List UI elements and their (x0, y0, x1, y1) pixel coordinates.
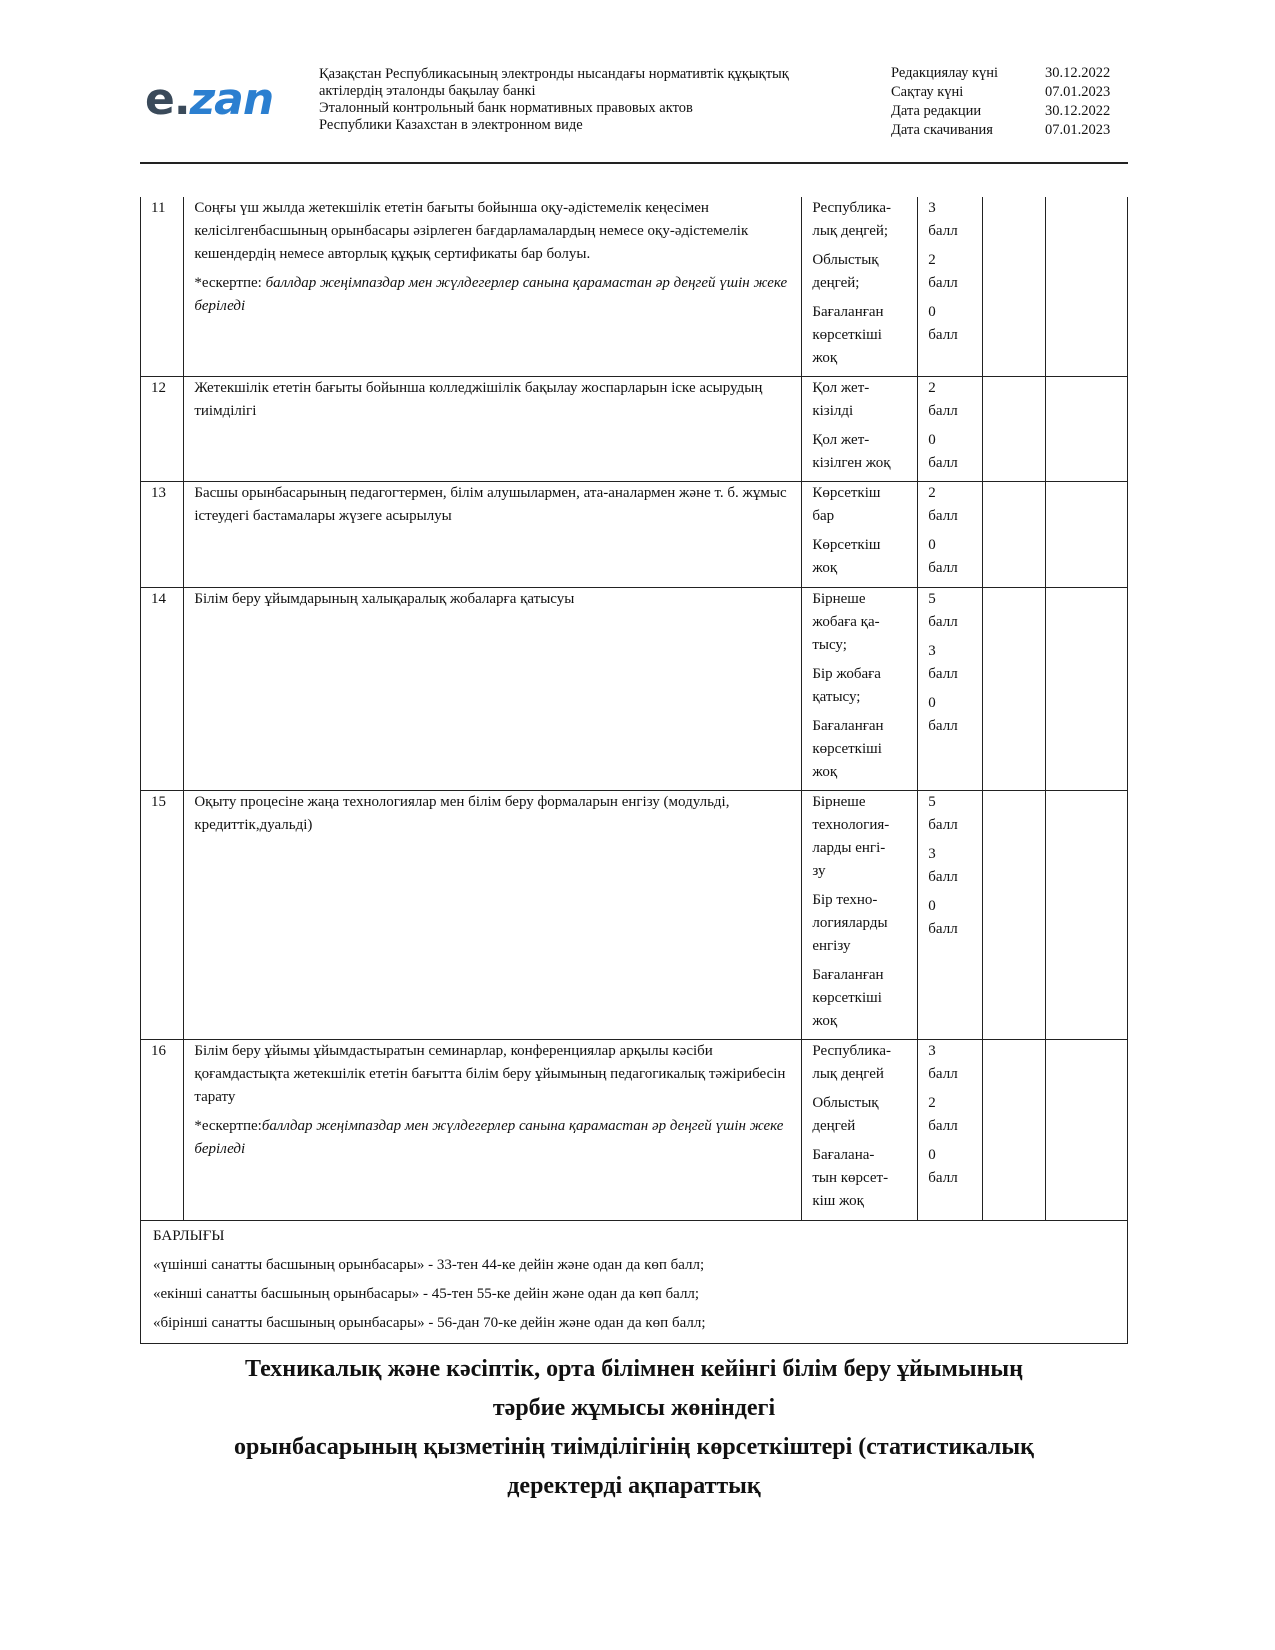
title-line: Техникалық және кәсіптік, орта білімнен кейінгі білім беру ұйымының (245, 1356, 1023, 1382)
criterion: Бағалана- тын көрсет- кіш жоқ (812, 1147, 889, 1209)
description-text: Білім беру ұйымдарының халықаралық жобаларға қатысуы (194, 591, 575, 607)
row-note (194, 272, 791, 318)
note-prefix: *ескертпе: (194, 275, 266, 291)
header-line: актілердің эталонды бақылау банкі (319, 83, 536, 99)
criterion: Бірнеше технология- ларды енгі- зу (812, 794, 890, 879)
points: 0 балл (928, 432, 958, 471)
empty-cell (982, 197, 1046, 377)
table-row (141, 377, 1128, 482)
meta-value: 07.01.2023 (1045, 122, 1111, 138)
meta-label: Сақтау күні (891, 84, 964, 100)
criterion: Облыстық деңгей; (812, 252, 879, 291)
meta-value: 07.01.2023 (1045, 84, 1111, 100)
title-line: орынбасарының қызметінің тиімділігінің көрсеткіштері (статистикалық (234, 1434, 1034, 1460)
total-line: «үшінші санатты басшының орынбасары» - 33-тен 44-ке дейін және одан да көп балл; (153, 1257, 705, 1273)
criterion: Республика- лық деңгей; (812, 200, 891, 239)
row-number: 14 (141, 588, 184, 791)
description-text: Білім беру ұйымы ұйымдастыратын семинарлар, конференциялар арқылы кәсіби қоғамдастықта жетекшілік ететін бағытта білім беру ұйымының педагогикалық тәжірибесін тарату (194, 1043, 786, 1105)
criterion: Бірнеше жобаға қа- тысу; (812, 591, 880, 653)
total-line: «екінші санатты басшының орынбасары» - 45-тен 55-ке дейін және одан да көп балл; (153, 1286, 700, 1302)
criterion: Бағаланған көрсеткіші жоқ (812, 967, 884, 1029)
row-note (194, 1115, 791, 1161)
note-text: баллдар жеңімпаздар мен жүлдегерлер санына қарамастан әр деңгей үшін жеке беріледі (194, 275, 788, 314)
section-title (140, 1350, 1128, 1506)
points: 2 балл (928, 485, 958, 524)
points: 0 балл (928, 537, 958, 576)
total-cell (141, 1221, 1128, 1344)
description-text: Жетекшілік ететін бағыты бойынша колледжішілік бақылау жоспарларын іске асырудың тиімділігі (194, 380, 763, 419)
points: 0 балл (928, 898, 958, 937)
row-number: 16 (141, 1040, 184, 1221)
points: 3 балл (928, 846, 958, 885)
criteria-table (140, 197, 1128, 1344)
row-criteria (802, 377, 918, 482)
header-line: Республики Казахстан в электронном виде (319, 117, 583, 133)
note-prefix: *ескертпе: (194, 1118, 262, 1134)
total-row (141, 1221, 1128, 1344)
points: 0 балл (928, 695, 958, 734)
criterion: Бағаланған көрсеткіші жоқ (812, 718, 884, 780)
ezan-logo: e.zan (145, 74, 274, 125)
table-row (141, 588, 1128, 791)
row-points (918, 791, 983, 1040)
row-description (184, 791, 802, 1040)
table-row (141, 482, 1128, 588)
points: 3 балл (928, 200, 958, 239)
meta-value: 30.12.2022 (1045, 103, 1111, 119)
total-line: «бірінші санатты басшының орынбасары» - 56-дан 70-ке дейін және одан да көп балл; (153, 1315, 706, 1331)
empty-cell (1046, 791, 1128, 1040)
empty-cell (982, 588, 1046, 791)
empty-cell (982, 377, 1046, 482)
table-row (141, 1040, 1128, 1221)
row-number: 11 (141, 197, 184, 377)
empty-cell (982, 1040, 1046, 1221)
table-row (141, 197, 1128, 377)
row-criteria (802, 588, 918, 791)
row-points (918, 588, 983, 791)
row-number: 13 (141, 482, 184, 588)
row-points (918, 377, 983, 482)
row-criteria (802, 1040, 918, 1221)
row-description (184, 588, 802, 791)
points: 2 балл (928, 252, 958, 291)
points: 2 балл (928, 380, 958, 419)
row-points (918, 1040, 983, 1221)
points: 0 балл (928, 304, 958, 343)
header-title (319, 66, 789, 134)
points: 0 балл (928, 1147, 958, 1186)
row-description (184, 482, 802, 588)
header-line: Қазақстан Республикасының электронды нысандағы нормативтік құқықтық (319, 66, 789, 82)
points: 2 балл (928, 1095, 958, 1134)
description-text: Соңғы үш жылда жетекшілік ететін бағыты бойынша оқу-әдістемелік кеңесімен келісілгенбасшының орынбасары әзірлеген бағдарламалардың немесе оқу-әдістемелік кешендердің немесе авторлық құқық сертификаты бар болуы. (194, 200, 749, 262)
row-criteria (802, 482, 918, 588)
meta-label: Дата редакции (891, 103, 982, 119)
meta-label: Редакциялау күні (891, 65, 999, 81)
criterion: Бір жобаға қатысу; (812, 666, 881, 705)
header-meta (891, 64, 1110, 140)
criterion: Қол жет- кізілген жоқ (812, 432, 891, 471)
criterion: Облыстық деңгей (812, 1095, 879, 1134)
row-criteria (802, 791, 918, 1040)
criterion: Көрсеткіш бар (812, 485, 881, 524)
empty-cell (1046, 1040, 1128, 1221)
header-line: Эталонный контрольный банк нормативных правовых актов (319, 100, 693, 116)
points: 5 балл (928, 794, 958, 833)
row-description (184, 197, 802, 377)
row-points (918, 197, 983, 377)
row-criteria (802, 197, 918, 377)
row-description (184, 377, 802, 482)
title-line: тәрбие жұмысы жөніндегі (492, 1395, 776, 1421)
points: 3 балл (928, 1043, 958, 1082)
points: 5 балл (928, 591, 958, 630)
criterion: Қол жет- кізілді (812, 380, 870, 419)
meta-label: Дата скачивания (891, 122, 993, 138)
table-row (141, 791, 1128, 1040)
criterion: Бір техно- логияларды енгізу (812, 892, 888, 954)
row-points (918, 482, 983, 588)
criterion: Бағаланған көрсеткіші жоқ (812, 304, 884, 366)
criterion: Көрсеткіш жоқ (812, 537, 881, 576)
empty-cell (982, 482, 1046, 588)
description-text: Оқыту процесіне жаңа технологиялар мен білім беру формаларын енгізу (модульді, кредиттік,дуальді) (194, 794, 730, 833)
empty-cell (1046, 482, 1128, 588)
criterion: Республика- лық деңгей (812, 1043, 891, 1082)
points: 3 балл (928, 643, 958, 682)
row-description (184, 1040, 802, 1221)
empty-cell (1046, 377, 1128, 482)
meta-value: 30.12.2022 (1045, 65, 1111, 81)
empty-cell (1046, 197, 1128, 377)
description-text: Басшы орынбасарының педагогтермен, білім алушылармен, ата-аналармен және т. б. жұмыс істеудегі бастамалары жүзеге асырылуы (194, 485, 787, 524)
empty-cell (1046, 588, 1128, 791)
header-divider (140, 162, 1128, 164)
row-number: 12 (141, 377, 184, 482)
note-text: баллдар жеңімпаздар мен жүлдегерлер санына қарамастан әр деңгей үшін жеке беріледі (194, 1118, 784, 1157)
empty-cell (982, 791, 1046, 1040)
title-line: деректерді ақпараттық (507, 1473, 761, 1499)
row-number: 15 (141, 791, 184, 1040)
total-label: БАРЛЫҒЫ (153, 1228, 225, 1244)
